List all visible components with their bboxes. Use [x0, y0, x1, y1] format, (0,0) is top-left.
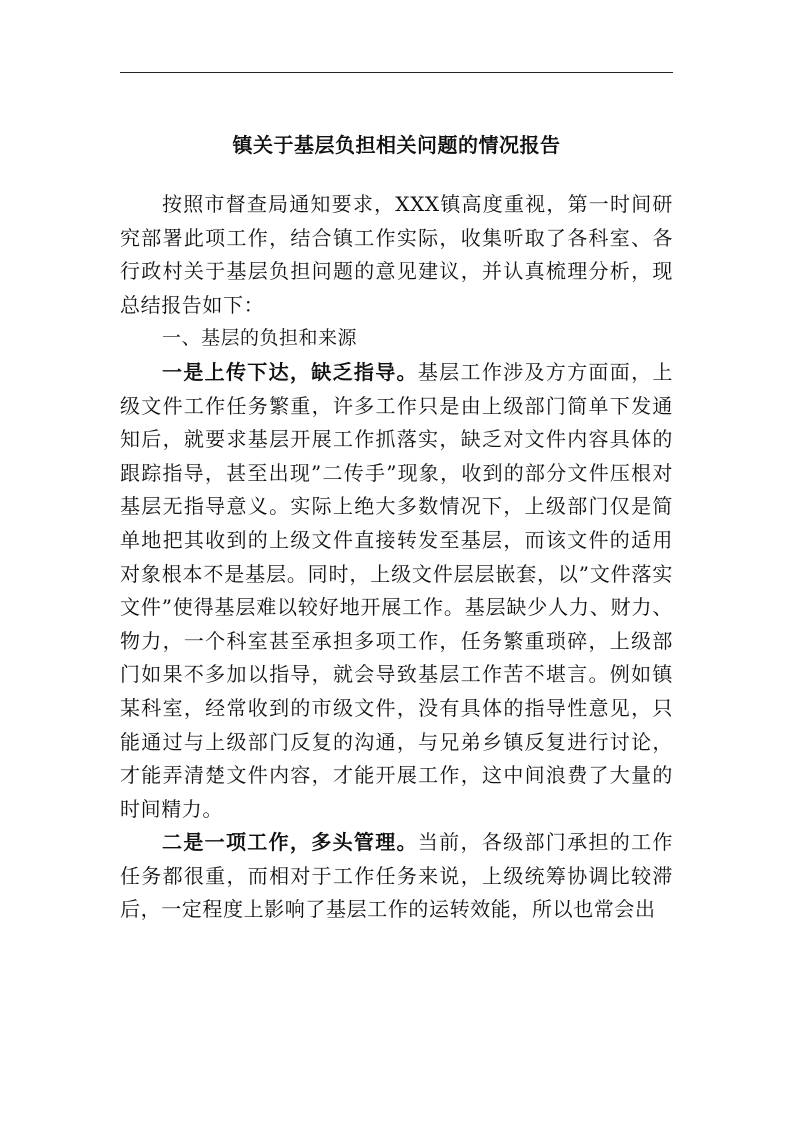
intro-paragraph: 按照市督查局通知要求，XXX镇高度重视，第一时间研究部署此项工作，结合镇工作实际，收集听取了各科室、各行政村关于基层负担问题的意见建议，并认真梳理分析，现总结报告如下：: [120, 192, 673, 317]
point-one-lead: 一是上传下达，缺乏指导。: [162, 359, 418, 384]
point-two-text: 当前，各级部门承担的工作任务都很重，而相对于工作任务来说，上级统筹协调比较滞后，一定程度上影响了基层工作的运转效能，所以也常会出: [120, 830, 673, 922]
section-heading: 一、基层的负担和来源: [162, 327, 358, 350]
point-one-paragraph: [120, 356, 673, 826]
point-two-paragraph: [120, 826, 673, 927]
point-one-text: 基层工作涉及方方面面，上级文件工作任务繁重，许多工作只是由上级部门简单下发通知后，就要求基层开展工作抓落实，缺乏对文件内容具体的跟踪指导，甚至出现”二传手”现象，收到的部分文件压根对基层无指导意义。实际上绝大多数情况下，上级部门仅是简单地把其收到的上级文件直接转发至基层，而该文件的适用对象根本不是基层。同时，上级文件层层嵌套，以”文件落实文件”使得基层难以较好地开展工作。基层缺少人力、财力、物力，一个科室甚至承担多项工作，任务繁重琐碎，上级部门如果不多加以指导，就会导致基层工作苦不堪言。例如镇某科室，经常收到的市级文件，没有具体的指导性意见，只能通过与上级部门反复的沟通，与兄弟乡镇反复进行讨论，才能弄清楚文件内容，才能开展工作，这中间浪费了大量的时间精力。: [120, 359, 673, 821]
header-rule: [120, 72, 673, 73]
document-body: [120, 188, 673, 927]
point-two-lead: 二是一项工作，多头管理。: [162, 830, 418, 855]
document-title: 镇关于基层负担相关问题的情况报告: [232, 133, 561, 157]
